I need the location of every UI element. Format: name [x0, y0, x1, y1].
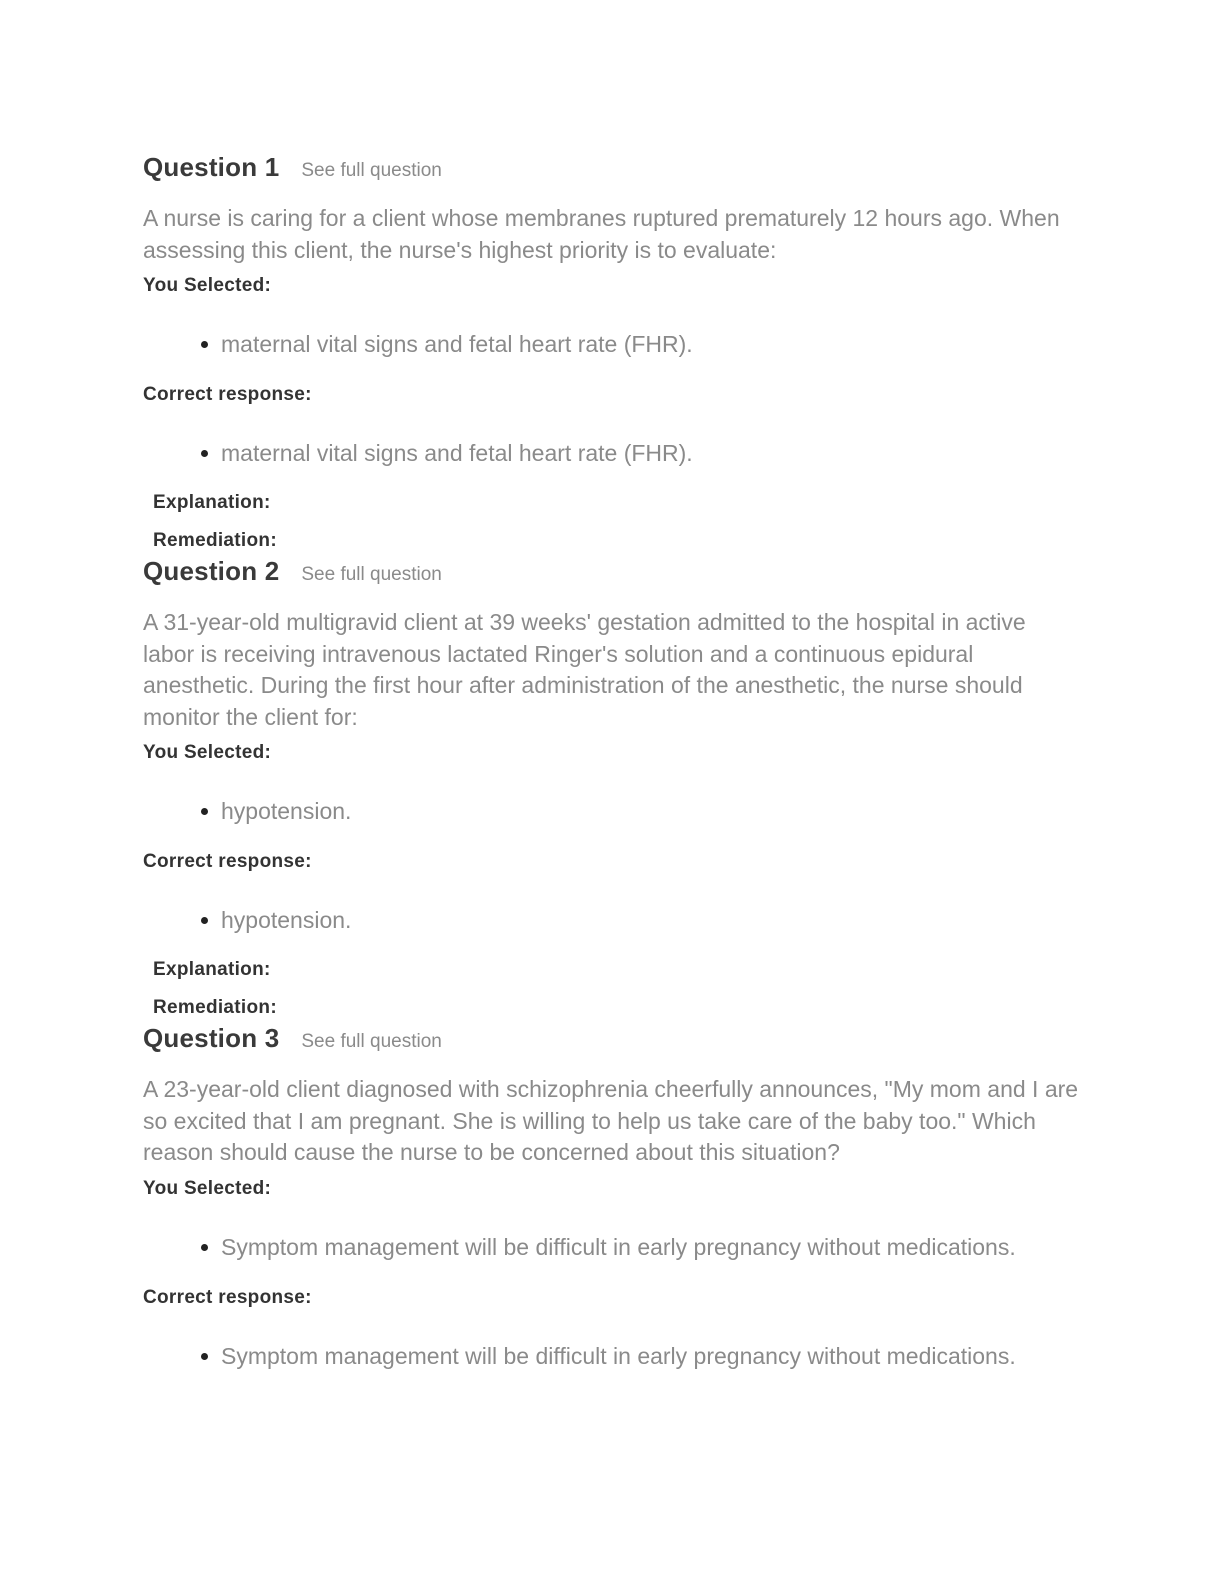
correct-answer	[201, 905, 1083, 935]
selected-answer-text: Symptom management will be difficult in early pregnancy without medications.	[221, 1233, 1016, 1260]
question-2	[143, 556, 1083, 1023]
correct-response-label: Correct response:	[143, 384, 312, 405]
see-full-question-link[interactable]: See full question	[301, 564, 442, 585]
correct-answer-text: hypotension.	[221, 907, 352, 933]
correct-response-label: Correct response:	[143, 851, 312, 872]
correct-answer-list	[143, 905, 1083, 935]
question-header	[143, 556, 1083, 600]
correct-answer-text: maternal vital signs and fetal heart rate (FHR).	[221, 440, 693, 466]
bullet-icon	[201, 1244, 208, 1251]
selected-answer	[201, 796, 1083, 826]
correct-answer-text: Symptom management will be difficult in early pregnancy without medications.	[221, 1342, 1016, 1369]
selected-answer-list	[143, 1232, 1083, 1262]
selected-answer	[201, 1232, 1083, 1262]
correct-response-label: Correct response:	[143, 1286, 312, 1308]
question-header	[143, 152, 1083, 196]
bullet-icon	[201, 917, 208, 924]
correct-answer-list	[143, 1341, 1083, 1371]
question-1	[143, 152, 1083, 556]
question-header	[143, 1023, 1083, 1067]
question-text: A 23-year-old client diagnosed with schizophrenia cheerfully announces, "My mom and I are so excited that I am pregnant. She is willing to help us take care of the baby too." Which reason should cause the nurse to be concerned about this situation?	[143, 1076, 1079, 1165]
question-3	[143, 1023, 1083, 1371]
question-text: A 31-year-old multigravid client at 39 weeks' gestation admitted to the hospital in active labor is receiving intravenous lactated Ringer's solution and a continuous epidural anesthetic. During the first hour after administration of the anesthetic, the nurse should monitor the client for:	[143, 609, 1026, 730]
explanation-label: Explanation:	[153, 492, 271, 513]
see-full-question-link[interactable]: See full question	[301, 160, 442, 181]
selected-answer-list	[143, 329, 1083, 359]
you-selected-label: You Selected:	[143, 275, 272, 296]
selected-answer	[201, 329, 1083, 359]
question-text: A nurse is caring for a client whose membranes ruptured prematurely 12 hours ago. When assessing this client, the nurse's highest priority is to evaluate:	[143, 205, 1060, 263]
remediation-label: Remediation:	[153, 997, 277, 1018]
explanation-label: Explanation:	[153, 959, 271, 980]
question-title: Question 3	[143, 1023, 280, 1053]
you-selected-label: You Selected:	[143, 742, 272, 763]
bullet-icon	[201, 341, 208, 348]
document-page	[143, 152, 1083, 1395]
selected-answer-list	[143, 796, 1083, 826]
selected-answer-text: maternal vital signs and fetal heart rate (FHR).	[221, 331, 693, 357]
remediation-label: Remediation:	[153, 530, 277, 551]
correct-answer	[201, 1341, 1083, 1371]
bullet-icon	[201, 808, 208, 815]
bullet-icon	[201, 450, 208, 457]
selected-answer-text: hypotension.	[221, 798, 352, 824]
see-full-question-link[interactable]: See full question	[301, 1031, 442, 1052]
question-title: Question 2	[143, 556, 280, 586]
question-title: Question 1	[143, 152, 280, 182]
you-selected-label: You Selected:	[143, 1177, 272, 1199]
correct-answer-list	[143, 438, 1083, 468]
correct-answer	[201, 438, 1083, 468]
bullet-icon	[201, 1353, 208, 1360]
